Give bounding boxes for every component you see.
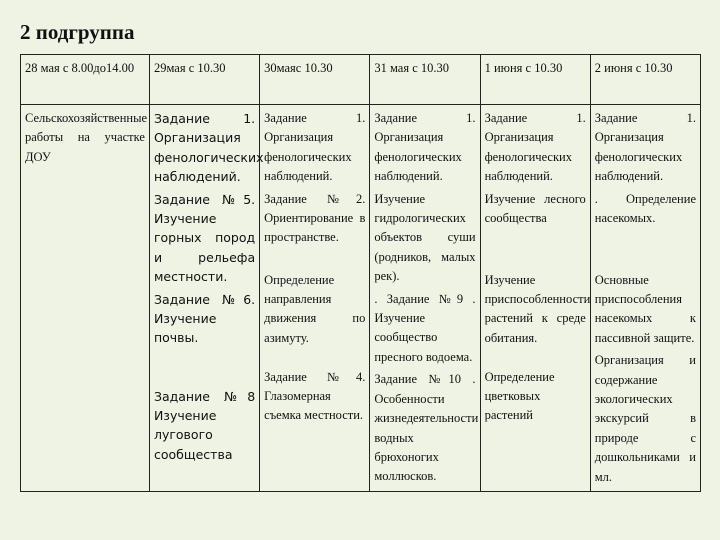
- header-row: [21, 55, 701, 105]
- task-text: Организация и содержание экологических экскурсий в природе с дошкольниками и мл.: [594, 353, 696, 484]
- day-3-cell: [370, 105, 480, 492]
- task-text: Изучение приспособленности растений к среде обитания.: [484, 272, 591, 345]
- header-date-5: 2 июня с 10.30: [590, 55, 700, 105]
- day-1-cell: [149, 105, 264, 492]
- schedule-table: [20, 54, 701, 492]
- task-text: Задание №8 Изучение лугового сообщества: [153, 388, 256, 462]
- task-text: Задание №10 . Особенности жизнедеятельности водных брюхоногих моллюсков.: [374, 372, 479, 484]
- task-text: . Задание №9 . Изучение сообщество пресного водоема.: [374, 291, 476, 364]
- page-title: 2 подгруппа: [20, 20, 135, 44]
- task-text: Изучение лесного сообщества: [484, 191, 586, 226]
- task-text: Изучение гидрологических объектов суши (родников, малых рек).: [374, 191, 476, 284]
- header-date-3: 31 мая с 10.30: [370, 55, 480, 105]
- day-2-cell: [260, 105, 370, 492]
- task-text: . Определение насекомых.: [594, 191, 696, 226]
- day-4-cell: [480, 105, 590, 492]
- day-5-cell: [590, 105, 700, 492]
- task-text: Задание 1. Организация фенологических наблюдений.: [374, 111, 476, 184]
- task-text: Основные приспособления насекомых к пассивной защите.: [594, 272, 696, 345]
- header-date-2: 30маяс 10.30: [260, 55, 370, 105]
- task-text: Задание №6. Изучение почвы.: [153, 291, 256, 346]
- header-activity-time: 28 мая с 8.00до14.00: [21, 55, 150, 105]
- task-text: Задание №5. Изучение горных пород и рельефа местности.: [153, 191, 256, 285]
- header-date-4: 1 июня с 10.30: [480, 55, 590, 105]
- task-text: Задание 1. Организация фенологических наблюдений.: [594, 111, 696, 184]
- activity-row: [21, 105, 701, 492]
- activity-cell: Сельскохозяйственные работы на участке ДОУ: [21, 105, 150, 492]
- task-text: Определение цветковых растений: [484, 369, 555, 423]
- task-text: Определение направления движения по азимуту.: [264, 272, 366, 345]
- task-text: Задание №2. Ориентирование в пространстве.: [264, 191, 366, 245]
- task-text: Задание №4. Глазомерная съемка местности.: [264, 369, 366, 423]
- task-text: Задание 1. Организация фенологических наблюдений.: [153, 111, 264, 185]
- task-text: Задание 1. Организация фенологических наблюдений.: [484, 111, 586, 184]
- task-text: Задание 1. Организация фенологических наблюдений.: [264, 111, 366, 184]
- header-date-1: 29мая с 10.30: [149, 55, 259, 105]
